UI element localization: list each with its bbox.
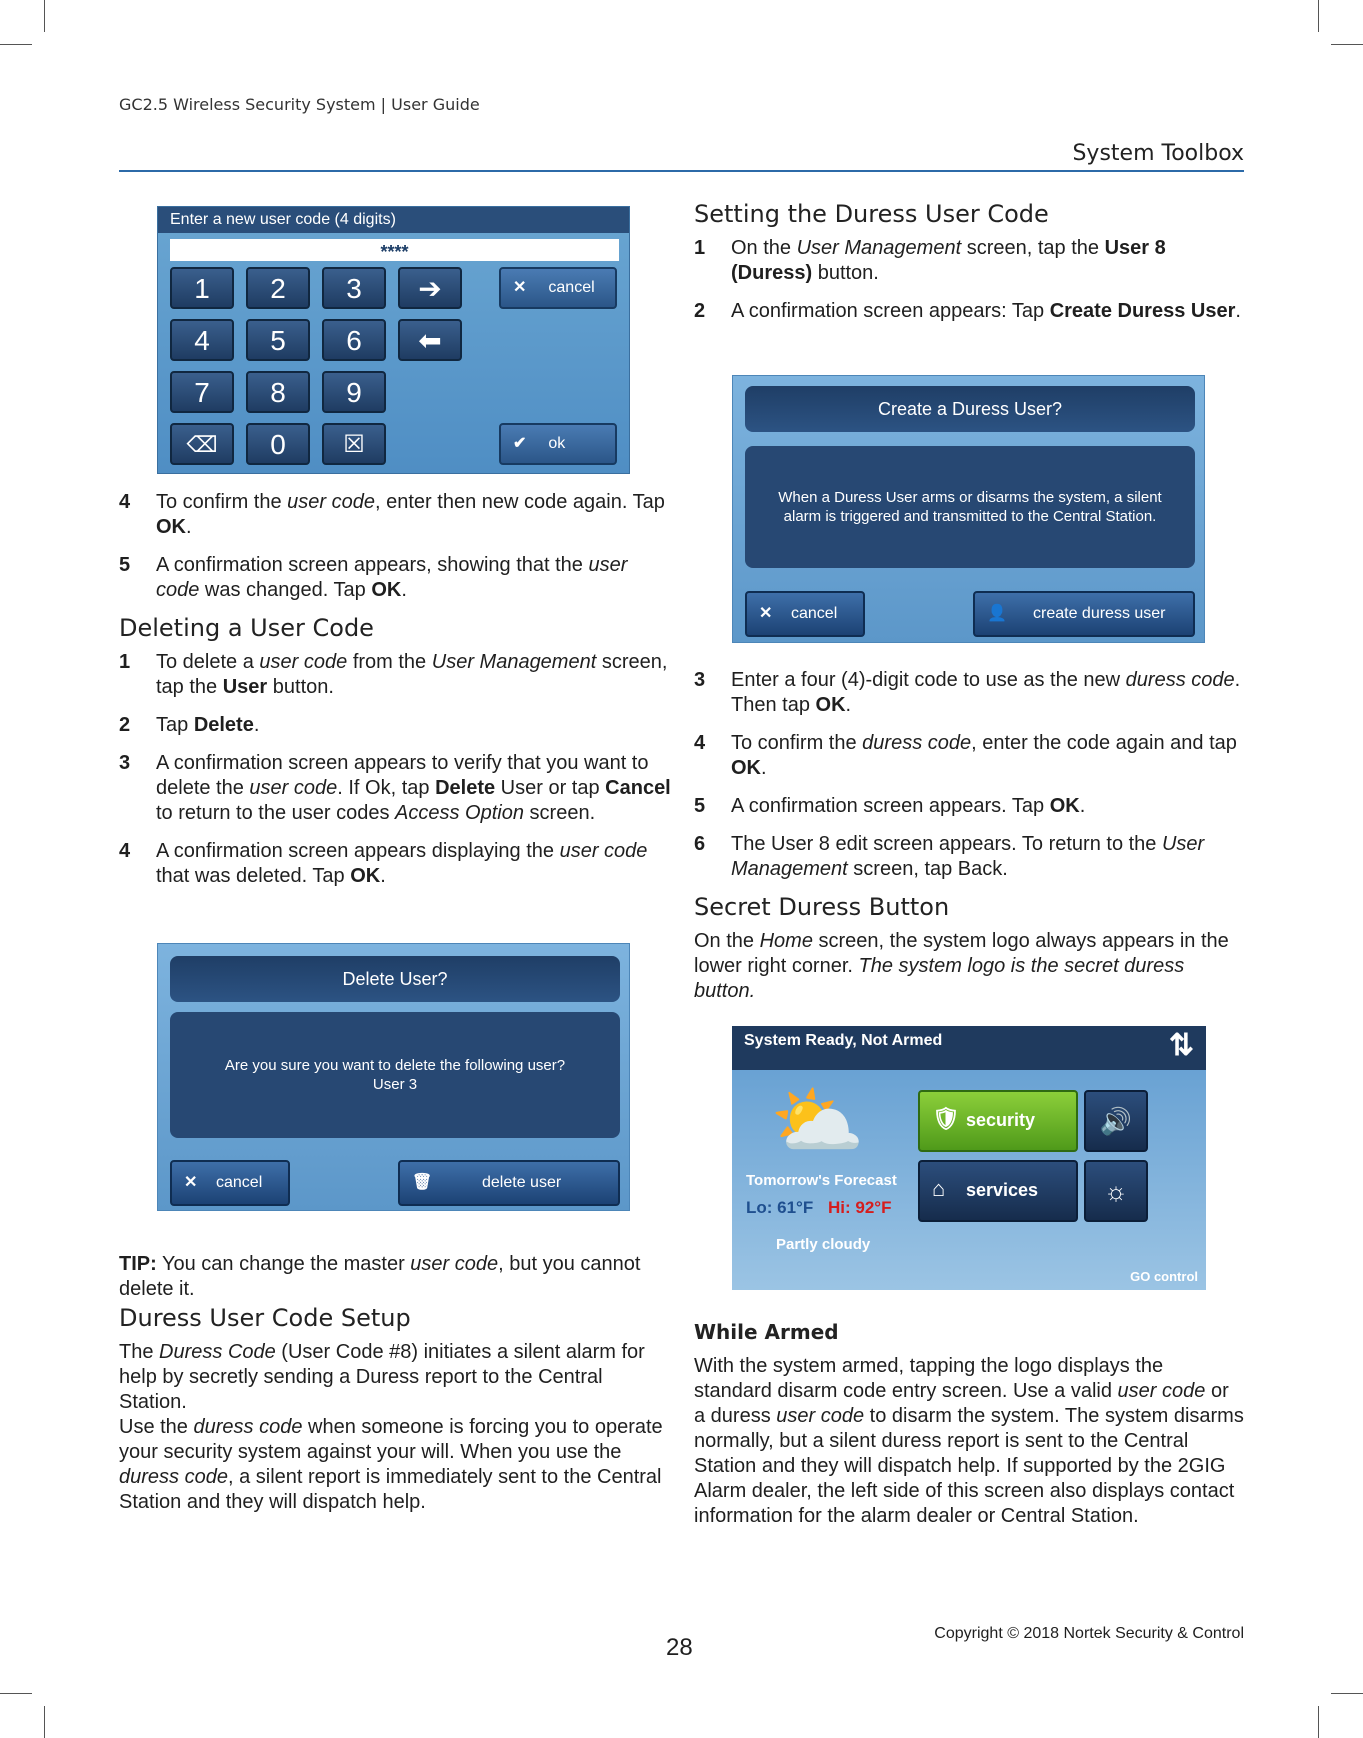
keypad-screenshot xyxy=(157,206,630,474)
delete-cancel-button[interactable]: ✕ cancel xyxy=(170,1160,290,1206)
step-text: To confirm the duress code, enter the code again and tap OK. xyxy=(731,732,1237,779)
step-number: 4 xyxy=(119,491,131,513)
keypad-ok-button[interactable]: ✔ ok xyxy=(499,423,617,465)
crop-mark xyxy=(1331,44,1363,45)
crop-mark xyxy=(1318,0,1319,32)
step-number: 3 xyxy=(694,669,706,691)
next-arrow-icon[interactable]: ➔ xyxy=(398,267,462,309)
duress-dialog-screenshot xyxy=(732,375,1205,643)
left-steps-a xyxy=(119,490,674,603)
delete-dialog-screenshot xyxy=(157,943,630,1211)
high-temp: Hi: 92°F xyxy=(828,1198,892,1217)
crop-mark xyxy=(1318,1706,1319,1738)
step-item xyxy=(694,299,1244,324)
brightness-button[interactable] xyxy=(1084,1160,1148,1222)
close-icon: ✕ xyxy=(759,605,773,622)
key-7[interactable]: 7 xyxy=(170,371,234,413)
right-steps-b xyxy=(694,668,1244,882)
key-6[interactable]: 6 xyxy=(322,319,386,361)
key-3[interactable]: 3 xyxy=(322,267,386,309)
home-status-bar xyxy=(732,1026,1206,1070)
backspace-icon[interactable]: ⌫ xyxy=(170,423,234,465)
step-item xyxy=(119,713,674,738)
duress-dialog-line2: alarm is triggered and transmitted to the Central Station. xyxy=(783,508,1157,525)
step-text: A confirmation screen appears: Tap Create Duress User. xyxy=(731,300,1241,322)
step-number: 2 xyxy=(119,714,131,736)
duress-cancel-button[interactable]: ✕ cancel xyxy=(745,591,865,637)
key-8[interactable]: 8 xyxy=(246,371,310,413)
step-number: 2 xyxy=(694,300,706,322)
crop-mark xyxy=(0,1693,32,1694)
step-item xyxy=(694,731,1244,781)
step-text: On the User Management screen, tap the User 8 (Duress) button. xyxy=(731,237,1166,284)
step-number: 4 xyxy=(119,840,131,862)
crop-mark xyxy=(44,1706,45,1738)
step-text: A confirmation screen appears to verify that you want to delete the user code. If Ok, tap Delete User or tap Cancel to return to the user codes Access Option screen. xyxy=(156,752,671,824)
system-status: System Ready, Not Armed xyxy=(744,1032,943,1049)
step-item xyxy=(694,236,1244,286)
step-number: 3 xyxy=(119,752,131,774)
step-item xyxy=(119,553,674,603)
condition: Partly cloudy xyxy=(776,1236,871,1253)
tip-text: TIP: You can change the master user code, but you cannot delete it. xyxy=(119,1253,641,1300)
key-5[interactable]: 5 xyxy=(246,319,310,361)
home-screen-screenshot xyxy=(732,1026,1206,1290)
power-plug-icon: ⇅ xyxy=(1168,1029,1194,1062)
step-text: A confirmation screen appears, showing that the user code was changed. Tap OK. xyxy=(156,554,628,601)
left-column-top xyxy=(119,490,674,902)
crop-mark xyxy=(44,0,45,32)
clear-icon[interactable]: ☒ xyxy=(322,423,386,465)
services-button[interactable]: ⌂ services xyxy=(918,1160,1078,1222)
left-column-bottom xyxy=(119,1252,674,1515)
forecast-label: Tomorrow's Forecast xyxy=(746,1172,897,1189)
guide-title: GC2.5 Wireless Security System | User Guide xyxy=(119,95,480,114)
while-armed-paragraph: With the system armed, tapping the logo displays the standard disarm code entry screen. Use a valid user code or a duress user code to disarm the system. The system disarms normally, but a silent duress report is sent to the Central Station and they will dispatch help. If supported by the 2GIG Alarm dealer, the left side of this screen also displays contact information for the alarm dealer or Central Station. xyxy=(694,1355,1244,1527)
create-duress-user-button[interactable]: 👤 create duress user xyxy=(973,591,1195,637)
go-control-logo[interactable]: GO control xyxy=(1130,1269,1198,1284)
delete-dialog-body xyxy=(170,1012,620,1138)
keypad-cancel-button[interactable]: ✕ cancel xyxy=(499,267,617,309)
left-steps-b xyxy=(119,650,674,889)
page-number: 28 xyxy=(666,1634,693,1661)
step-item xyxy=(694,668,1244,718)
duress-dialog-title: Create a Duress User? xyxy=(745,386,1195,432)
section-title: System Toolbox xyxy=(1072,141,1244,166)
speaker-icon: 🔊 xyxy=(1099,1106,1133,1136)
back-arrow-icon[interactable]: ⬅ xyxy=(398,319,462,361)
right-column-bottom xyxy=(694,1320,1244,1529)
copyright: Copyright © 2018 Nortek Security & Control xyxy=(934,1625,1244,1642)
step-text: Enter a four (4)-digit code to use as the new duress code. Then tap OK. xyxy=(731,669,1241,716)
key-1[interactable]: 1 xyxy=(170,267,234,309)
secret-paragraph: On the Home screen, the system logo always appears in the lower right corner. The system logo is the secret duress button. xyxy=(694,930,1229,1002)
right-column-top xyxy=(694,202,1244,337)
step-number: 1 xyxy=(694,237,706,259)
step-number: 5 xyxy=(694,795,706,817)
step-item xyxy=(119,839,674,889)
security-button[interactable]: 🛡 security xyxy=(918,1090,1078,1152)
sun-cloud-icon: ⛅ xyxy=(770,1079,865,1164)
step-number: 4 xyxy=(694,732,706,754)
delete-dialog-line1: Are you sure you want to delete the following user? xyxy=(224,1057,566,1074)
add-user-icon: 👤 xyxy=(987,605,1007,622)
brightness-icon: ☼ xyxy=(1104,1176,1128,1206)
code-input[interactable]: **** xyxy=(170,239,619,261)
crop-mark xyxy=(1331,1693,1363,1694)
close-icon: ✕ xyxy=(513,279,527,296)
close-icon: ✕ xyxy=(184,1174,198,1191)
step-text: A confirmation screen appears displaying the user code that was deleted. Tap OK. xyxy=(156,840,648,887)
step-item xyxy=(694,832,1244,882)
key-4[interactable]: 4 xyxy=(170,319,234,361)
duress-paragraph-2: Use the duress code when someone is forcing you to operate your security system against your will. When you use the duress code, a silent report is immediately sent to the Central Station and they will dispatch help. xyxy=(119,1416,663,1513)
duress-dialog-body xyxy=(745,446,1195,568)
step-text: The User 8 edit screen appears. To return to the User Management screen, tap Back. xyxy=(731,833,1205,880)
step-item xyxy=(119,650,674,700)
step-item xyxy=(694,794,1244,819)
delete-user-button[interactable]: 🗑 delete user xyxy=(398,1160,620,1206)
step-item xyxy=(119,751,674,826)
shield-icon: 🛡 xyxy=(932,1106,960,1131)
duress-setup-heading: Duress User Code Setup xyxy=(119,1304,411,1332)
trash-icon: 🗑 xyxy=(412,1174,433,1191)
deleting-heading: Deleting a User Code xyxy=(119,614,374,642)
delete-dialog-line2: User 3 xyxy=(372,1076,418,1093)
step-text: Tap Delete. xyxy=(156,714,260,736)
step-text: To delete a user code from the User Management screen, tap the User button. xyxy=(156,651,668,698)
duress-dialog-line1: When a Duress User arms or disarms the system, a silent xyxy=(778,489,1162,506)
right-column-middle xyxy=(694,668,1244,1004)
setting-duress-heading: Setting the Duress User Code xyxy=(694,200,1049,228)
step-number: 6 xyxy=(694,833,706,855)
volume-button[interactable] xyxy=(1084,1090,1148,1152)
delete-dialog-title: Delete User? xyxy=(170,956,620,1002)
key-2[interactable]: 2 xyxy=(246,267,310,309)
duress-paragraph-1: The Duress Code (User Code #8) initiates a silent alarm for help by secretly sending a Duress report to the Central Station. xyxy=(119,1341,645,1413)
step-item xyxy=(119,490,674,540)
keypad-title: Enter a new user code (4 digits) xyxy=(158,207,629,233)
key-0[interactable]: 0 xyxy=(246,423,310,465)
crop-mark xyxy=(0,44,32,45)
header-rule xyxy=(119,170,1244,172)
step-number: 1 xyxy=(119,651,131,673)
step-number: 5 xyxy=(119,554,131,576)
step-text: A confirmation screen appears. Tap OK. xyxy=(731,795,1086,817)
right-steps-a xyxy=(694,236,1244,324)
home-icon: ⌂ xyxy=(932,1176,946,1201)
secret-button-heading: Secret Duress Button xyxy=(694,893,950,921)
check-icon: ✔ xyxy=(513,435,527,452)
step-text: To confirm the user code, enter then new code again. Tap OK. xyxy=(156,491,665,538)
low-temp: Lo: 61°F xyxy=(746,1198,814,1217)
key-9[interactable]: 9 xyxy=(322,371,386,413)
while-armed-heading: While Armed xyxy=(694,1320,839,1344)
